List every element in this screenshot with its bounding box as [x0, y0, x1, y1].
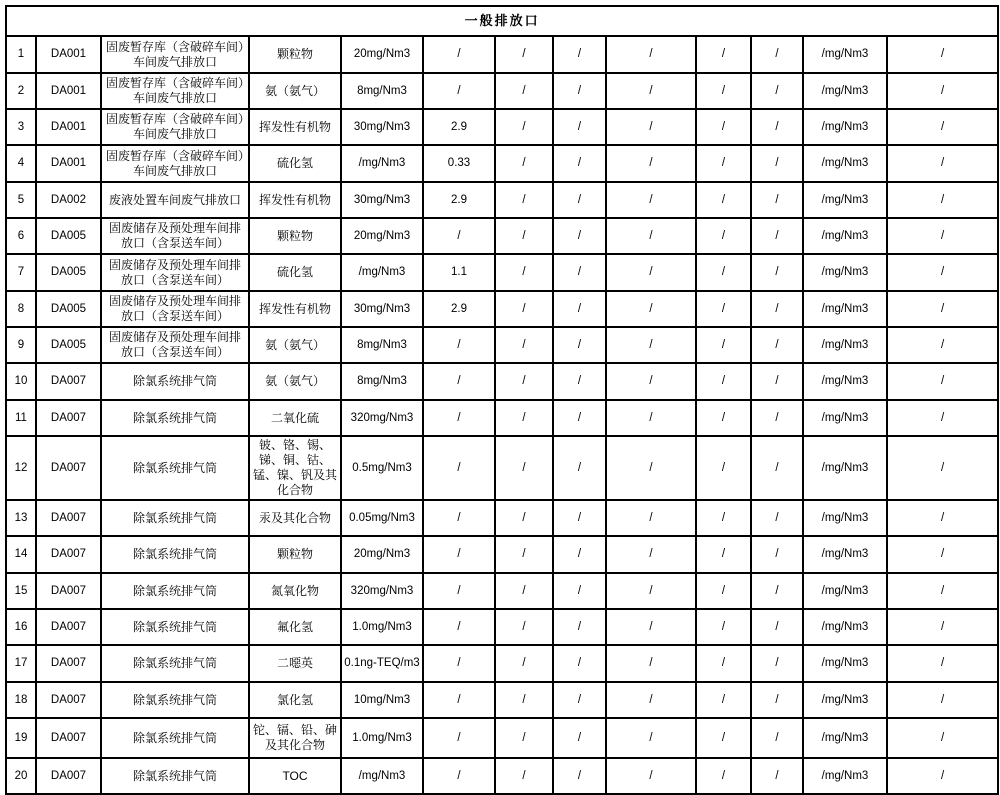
- outlet-code-cell: DA005: [36, 254, 101, 291]
- data-cell: /: [887, 500, 998, 536]
- monitor-value-cell: /: [423, 36, 495, 73]
- data-cell: /: [887, 73, 998, 109]
- data-cell: /: [751, 109, 803, 145]
- pollutant-cell: 铊、镉、铅、砷及其化合物: [249, 718, 341, 758]
- data-cell: /: [606, 109, 696, 145]
- pollutant-cell: 硫化氢: [249, 145, 341, 182]
- data-cell: /: [887, 758, 998, 794]
- emission-source-cell: 除氯系统排气筒: [101, 609, 249, 645]
- row-number-cell: 11: [6, 400, 36, 436]
- data-cell: /: [495, 645, 553, 682]
- unit-cell: /mg/Nm3: [803, 145, 887, 182]
- limit-value-cell: 30mg/Nm3: [341, 291, 423, 327]
- data-cell: /: [606, 363, 696, 400]
- outlet-code-cell: DA005: [36, 291, 101, 327]
- row-number-cell: 18: [6, 682, 36, 718]
- row-number-cell: 13: [6, 500, 36, 536]
- data-cell: /: [495, 682, 553, 718]
- data-cell: /: [495, 718, 553, 758]
- emission-source-cell: 除氯系统排气筒: [101, 536, 249, 573]
- pollutant-cell: 挥发性有机物: [249, 182, 341, 218]
- data-cell: /: [887, 145, 998, 182]
- data-cell: /: [495, 254, 553, 291]
- outlet-code-cell: DA005: [36, 218, 101, 254]
- data-cell: /: [696, 327, 751, 363]
- data-cell: /: [606, 718, 696, 758]
- table-row: [6, 109, 998, 145]
- monitor-value-cell: 2.9: [423, 109, 495, 145]
- unit-cell: /mg/Nm3: [803, 400, 887, 436]
- data-cell: /: [553, 363, 606, 400]
- data-cell: /: [887, 400, 998, 436]
- emission-source-cell: 固废暂存库（含破碎车间）车间废气排放口: [101, 109, 249, 145]
- data-cell: /: [887, 436, 998, 500]
- data-cell: /: [751, 758, 803, 794]
- row-number-cell: 16: [6, 609, 36, 645]
- limit-value-cell: 8mg/Nm3: [341, 73, 423, 109]
- monitor-value-cell: /: [423, 536, 495, 573]
- monitor-value-cell: /: [423, 758, 495, 794]
- outlet-code-cell: DA001: [36, 109, 101, 145]
- data-cell: /: [606, 573, 696, 609]
- emission-source-cell: 固废暂存库（含破碎车间）车间废气排放口: [101, 145, 249, 182]
- data-cell: /: [751, 609, 803, 645]
- outlet-code-cell: DA005: [36, 327, 101, 363]
- table-row: [6, 291, 998, 327]
- limit-value-cell: /mg/Nm3: [341, 758, 423, 794]
- data-cell: /: [606, 145, 696, 182]
- pollutant-cell: 氨（氨气）: [249, 73, 341, 109]
- monitor-value-cell: /: [423, 718, 495, 758]
- limit-value-cell: 10mg/Nm3: [341, 682, 423, 718]
- unit-cell: /mg/Nm3: [803, 218, 887, 254]
- monitor-value-cell: /: [423, 609, 495, 645]
- data-cell: /: [606, 436, 696, 500]
- row-number-cell: 7: [6, 254, 36, 291]
- row-number-cell: 2: [6, 73, 36, 109]
- data-cell: /: [887, 682, 998, 718]
- table-row: [6, 182, 998, 218]
- data-cell: /: [696, 436, 751, 500]
- pollutant-cell: 挥发性有机物: [249, 291, 341, 327]
- monitor-value-cell: /: [423, 363, 495, 400]
- data-cell: /: [495, 758, 553, 794]
- row-number-cell: 5: [6, 182, 36, 218]
- table-row: [6, 254, 998, 291]
- data-cell: /: [696, 573, 751, 609]
- table-row: [6, 363, 998, 400]
- data-cell: /: [696, 291, 751, 327]
- unit-cell: /mg/Nm3: [803, 609, 887, 645]
- monitor-value-cell: /: [423, 400, 495, 436]
- monitor-value-cell: 2.9: [423, 182, 495, 218]
- outlet-code-cell: DA001: [36, 73, 101, 109]
- data-cell: /: [751, 718, 803, 758]
- row-number-cell: 1: [6, 36, 36, 73]
- row-number-cell: 12: [6, 436, 36, 500]
- pollutant-cell: 挥发性有机物: [249, 109, 341, 145]
- pollutant-cell: 颗粒物: [249, 218, 341, 254]
- data-cell: /: [495, 109, 553, 145]
- monitor-value-cell: /: [423, 500, 495, 536]
- data-cell: /: [495, 145, 553, 182]
- table-row: [6, 573, 998, 609]
- data-cell: /: [495, 291, 553, 327]
- unit-cell: /mg/Nm3: [803, 363, 887, 400]
- data-cell: /: [751, 400, 803, 436]
- data-cell: /: [606, 645, 696, 682]
- data-cell: /: [887, 218, 998, 254]
- outlet-code-cell: DA002: [36, 182, 101, 218]
- data-cell: /: [606, 254, 696, 291]
- unit-cell: /mg/Nm3: [803, 436, 887, 500]
- limit-value-cell: 0.1ng-TEQ/m3: [341, 645, 423, 682]
- monitor-value-cell: /: [423, 73, 495, 109]
- table-row: [6, 682, 998, 718]
- monitor-value-cell: 2.9: [423, 291, 495, 327]
- data-cell: /: [606, 758, 696, 794]
- data-cell: /: [553, 400, 606, 436]
- data-cell: /: [751, 436, 803, 500]
- monitor-value-cell: /: [423, 327, 495, 363]
- outlet-code-cell: DA007: [36, 645, 101, 682]
- data-cell: /: [887, 645, 998, 682]
- pollutant-cell: 颗粒物: [249, 36, 341, 73]
- table-row: [6, 718, 998, 758]
- table-row: [6, 327, 998, 363]
- data-cell: /: [553, 573, 606, 609]
- row-number-cell: 20: [6, 758, 36, 794]
- monitor-value-cell: /: [423, 645, 495, 682]
- outlet-code-cell: DA007: [36, 609, 101, 645]
- pollutant-cell: 颗粒物: [249, 536, 341, 573]
- pollutant-cell: 氟化氢: [249, 609, 341, 645]
- data-cell: /: [495, 182, 553, 218]
- data-cell: /: [495, 400, 553, 436]
- unit-cell: /mg/Nm3: [803, 682, 887, 718]
- monitor-value-cell: /: [423, 218, 495, 254]
- limit-value-cell: 30mg/Nm3: [341, 109, 423, 145]
- data-cell: /: [887, 182, 998, 218]
- outlet-code-cell: DA007: [36, 718, 101, 758]
- limit-value-cell: 320mg/Nm3: [341, 573, 423, 609]
- table-row: [6, 36, 998, 73]
- data-cell: /: [696, 145, 751, 182]
- emission-source-cell: 除氯系统排气筒: [101, 682, 249, 718]
- emission-source-cell: 固废储存及预处理车间排放口（含泵送车间）: [101, 291, 249, 327]
- unit-cell: /mg/Nm3: [803, 36, 887, 73]
- emission-source-cell: 除氯系统排气筒: [101, 573, 249, 609]
- unit-cell: /mg/Nm3: [803, 327, 887, 363]
- emission-source-cell: 除氯系统排气筒: [101, 436, 249, 500]
- data-cell: /: [887, 36, 998, 73]
- row-number-cell: 3: [6, 109, 36, 145]
- emission-source-cell: 固废暂存库（含破碎车间）车间废气排放口: [101, 36, 249, 73]
- data-cell: /: [887, 254, 998, 291]
- data-cell: /: [553, 36, 606, 73]
- data-cell: /: [887, 291, 998, 327]
- limit-value-cell: 20mg/Nm3: [341, 36, 423, 73]
- unit-cell: /mg/Nm3: [803, 758, 887, 794]
- data-cell: /: [887, 609, 998, 645]
- outlet-code-cell: DA007: [36, 573, 101, 609]
- outlet-code-cell: DA007: [36, 363, 101, 400]
- limit-value-cell: 1.0mg/Nm3: [341, 718, 423, 758]
- outlet-code-cell: DA007: [36, 500, 101, 536]
- pollutant-cell: 氮氧化物: [249, 573, 341, 609]
- table-title: 一般排放口: [6, 6, 998, 36]
- limit-value-cell: 20mg/Nm3: [341, 536, 423, 573]
- data-cell: /: [553, 436, 606, 500]
- unit-cell: /mg/Nm3: [803, 536, 887, 573]
- data-cell: /: [606, 400, 696, 436]
- unit-cell: /mg/Nm3: [803, 291, 887, 327]
- data-cell: /: [696, 36, 751, 73]
- pollutant-cell: 氨（氨气）: [249, 327, 341, 363]
- data-cell: /: [495, 327, 553, 363]
- emission-source-cell: 除氯系统排气筒: [101, 718, 249, 758]
- outlet-code-cell: DA001: [36, 36, 101, 73]
- table-row: [6, 645, 998, 682]
- row-number-cell: 4: [6, 145, 36, 182]
- data-cell: /: [751, 182, 803, 218]
- data-cell: /: [553, 536, 606, 573]
- data-cell: /: [553, 609, 606, 645]
- limit-value-cell: 20mg/Nm3: [341, 218, 423, 254]
- data-cell: /: [696, 536, 751, 573]
- data-cell: /: [553, 182, 606, 218]
- data-cell: /: [696, 73, 751, 109]
- table-row: [6, 218, 998, 254]
- data-cell: /: [751, 645, 803, 682]
- limit-value-cell: 0.5mg/Nm3: [341, 436, 423, 500]
- monitor-value-cell: 0.33: [423, 145, 495, 182]
- data-cell: /: [696, 182, 751, 218]
- data-cell: /: [606, 73, 696, 109]
- limit-value-cell: /mg/Nm3: [341, 254, 423, 291]
- monitor-value-cell: /: [423, 682, 495, 718]
- table-row: [6, 500, 998, 536]
- outlet-code-cell: DA007: [36, 436, 101, 500]
- pollutant-cell: 二噁英: [249, 645, 341, 682]
- data-cell: /: [696, 718, 751, 758]
- emission-source-cell: 固废暂存库（含破碎车间）车间废气排放口: [101, 73, 249, 109]
- data-cell: /: [696, 682, 751, 718]
- outlet-code-cell: DA007: [36, 758, 101, 794]
- table-row: [6, 400, 998, 436]
- emission-source-cell: 固废储存及预处理车间排放口（含泵送车间）: [101, 218, 249, 254]
- row-number-cell: 6: [6, 218, 36, 254]
- row-number-cell: 10: [6, 363, 36, 400]
- table-body: [6, 36, 998, 794]
- data-cell: /: [606, 218, 696, 254]
- data-cell: /: [887, 536, 998, 573]
- data-cell: /: [696, 254, 751, 291]
- table-row: [6, 73, 998, 109]
- data-cell: /: [553, 218, 606, 254]
- table-row: [6, 536, 998, 573]
- data-cell: /: [751, 682, 803, 718]
- emission-source-cell: 固废储存及预处理车间排放口（含泵送车间）: [101, 327, 249, 363]
- data-cell: /: [887, 109, 998, 145]
- unit-cell: /mg/Nm3: [803, 109, 887, 145]
- data-cell: /: [696, 218, 751, 254]
- emission-source-cell: 除氯系统排气筒: [101, 400, 249, 436]
- data-cell: /: [696, 363, 751, 400]
- data-cell: /: [751, 573, 803, 609]
- data-cell: /: [696, 109, 751, 145]
- data-cell: /: [606, 327, 696, 363]
- unit-cell: /mg/Nm3: [803, 73, 887, 109]
- data-cell: /: [751, 145, 803, 182]
- data-cell: /: [495, 363, 553, 400]
- limit-value-cell: 0.05mg/Nm3: [341, 500, 423, 536]
- data-cell: /: [751, 254, 803, 291]
- limit-value-cell: 1.0mg/Nm3: [341, 609, 423, 645]
- row-number-cell: 9: [6, 327, 36, 363]
- emission-source-cell: 除氯系统排气筒: [101, 363, 249, 400]
- data-cell: /: [751, 73, 803, 109]
- data-cell: /: [495, 218, 553, 254]
- emission-source-cell: 除氯系统排气筒: [101, 500, 249, 536]
- data-cell: /: [495, 73, 553, 109]
- monitor-value-cell: /: [423, 436, 495, 500]
- outlet-code-cell: DA001: [36, 145, 101, 182]
- data-cell: /: [553, 145, 606, 182]
- data-cell: /: [887, 327, 998, 363]
- unit-cell: /mg/Nm3: [803, 645, 887, 682]
- data-cell: /: [553, 327, 606, 363]
- data-cell: /: [606, 36, 696, 73]
- unit-cell: /mg/Nm3: [803, 182, 887, 218]
- data-cell: /: [751, 363, 803, 400]
- data-cell: /: [696, 645, 751, 682]
- table-title-row: [6, 6, 998, 36]
- unit-cell: /mg/Nm3: [803, 718, 887, 758]
- pollutant-cell: 铍、铬、锡、锑、铜、钴、锰、镍、钒及其化合物: [249, 436, 341, 500]
- data-cell: /: [553, 73, 606, 109]
- data-cell: /: [553, 682, 606, 718]
- data-cell: /: [495, 573, 553, 609]
- data-cell: /: [696, 400, 751, 436]
- data-cell: /: [606, 291, 696, 327]
- row-number-cell: 17: [6, 645, 36, 682]
- monitor-value-cell: 1.1: [423, 254, 495, 291]
- data-cell: /: [553, 758, 606, 794]
- data-cell: /: [887, 363, 998, 400]
- table-row: [6, 145, 998, 182]
- pollutant-cell: 氨（氨气）: [249, 363, 341, 400]
- pollutant-cell: TOC: [249, 758, 341, 794]
- data-cell: /: [606, 536, 696, 573]
- table-row: [6, 436, 998, 500]
- table-row: [6, 758, 998, 794]
- data-cell: /: [751, 327, 803, 363]
- emission-source-cell: 除氯系统排气筒: [101, 645, 249, 682]
- data-cell: /: [553, 645, 606, 682]
- emission-source-cell: 固废储存及预处理车间排放口（含泵送车间）: [101, 254, 249, 291]
- data-cell: /: [553, 718, 606, 758]
- data-cell: /: [751, 536, 803, 573]
- pollutant-cell: 二氧化硫: [249, 400, 341, 436]
- table-row: [6, 609, 998, 645]
- outlet-code-cell: DA007: [36, 400, 101, 436]
- outlet-code-cell: DA007: [36, 536, 101, 573]
- data-cell: /: [696, 758, 751, 794]
- data-cell: /: [553, 500, 606, 536]
- data-cell: /: [751, 500, 803, 536]
- limit-value-cell: 8mg/Nm3: [341, 327, 423, 363]
- pollutant-cell: 氯化氢: [249, 682, 341, 718]
- limit-value-cell: 8mg/Nm3: [341, 363, 423, 400]
- data-cell: /: [696, 500, 751, 536]
- data-cell: /: [495, 536, 553, 573]
- data-cell: /: [606, 609, 696, 645]
- unit-cell: /mg/Nm3: [803, 500, 887, 536]
- data-cell: /: [606, 182, 696, 218]
- data-cell: /: [495, 436, 553, 500]
- data-cell: /: [495, 500, 553, 536]
- row-number-cell: 15: [6, 573, 36, 609]
- data-cell: /: [495, 36, 553, 73]
- data-cell: /: [751, 218, 803, 254]
- limit-value-cell: /mg/Nm3: [341, 145, 423, 182]
- row-number-cell: 19: [6, 718, 36, 758]
- data-cell: /: [887, 573, 998, 609]
- pollutant-cell: 硫化氢: [249, 254, 341, 291]
- emission-source-cell: 除氯系统排气筒: [101, 758, 249, 794]
- emission-source-cell: 废液处置车间废气排放口: [101, 182, 249, 218]
- monitor-value-cell: /: [423, 573, 495, 609]
- data-cell: /: [495, 609, 553, 645]
- general-outlet-emission-table: [5, 5, 999, 795]
- data-cell: /: [553, 291, 606, 327]
- data-cell: /: [606, 682, 696, 718]
- pollutant-cell: 汞及其化合物: [249, 500, 341, 536]
- row-number-cell: 8: [6, 291, 36, 327]
- outlet-code-cell: DA007: [36, 682, 101, 718]
- data-cell: /: [553, 109, 606, 145]
- data-cell: /: [553, 254, 606, 291]
- unit-cell: /mg/Nm3: [803, 254, 887, 291]
- data-cell: /: [751, 36, 803, 73]
- limit-value-cell: 320mg/Nm3: [341, 400, 423, 436]
- unit-cell: /mg/Nm3: [803, 573, 887, 609]
- data-cell: /: [606, 500, 696, 536]
- data-cell: /: [696, 609, 751, 645]
- data-cell: /: [887, 718, 998, 758]
- row-number-cell: 14: [6, 536, 36, 573]
- limit-value-cell: 30mg/Nm3: [341, 182, 423, 218]
- data-cell: /: [751, 291, 803, 327]
